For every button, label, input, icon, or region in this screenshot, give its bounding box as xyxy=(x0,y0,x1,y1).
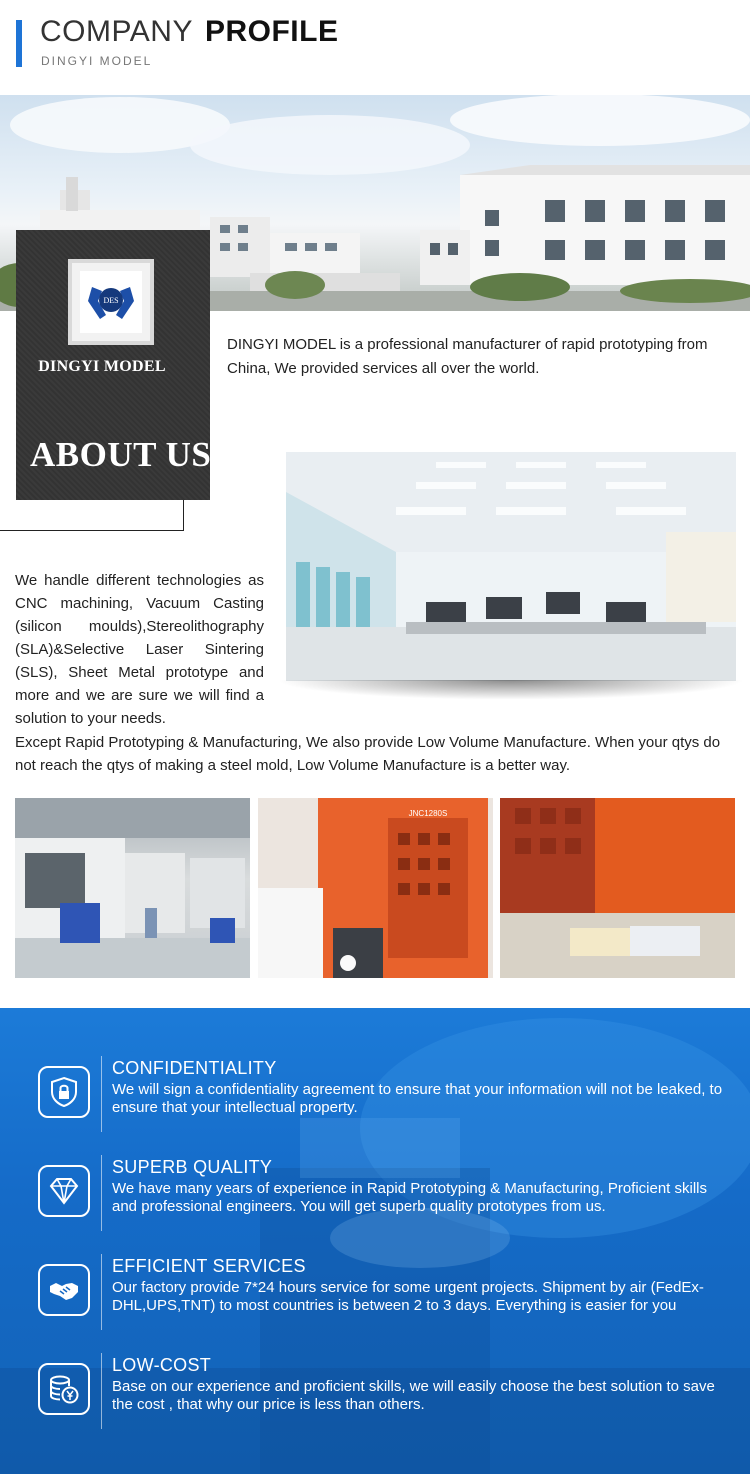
section-header xyxy=(0,0,750,95)
office-photo xyxy=(286,452,736,681)
feature-text: Base on our experience and proficient skills, we will easily choose the best solution to save the cost , that why our price is less than others. xyxy=(112,1378,715,1413)
logo-icon xyxy=(80,271,142,333)
page-title-light: COMPANY xyxy=(40,15,193,48)
features-section xyxy=(0,1008,750,1474)
cnc-machines-illustration xyxy=(15,798,250,978)
intro-paragraph: DINGYI MODEL is a professional manufacturer of rapid prototyping from China, We provided services all over the world. xyxy=(227,336,708,377)
feature-title: CONFIDENTIALITY xyxy=(112,1058,277,1078)
feature-text: Our factory provide 7*24 hours service for some urgent projects. Shipment by air (FedEx-DHL,UPS,TNT) to most countries is between 2 to 3 days. Everything is easier for you xyxy=(112,1279,704,1314)
machine-label: JNC1280S xyxy=(408,809,448,818)
logo-mark xyxy=(80,271,142,333)
cnc-machines-photo xyxy=(15,798,250,978)
office-illustration xyxy=(286,452,736,681)
page-title-bold: PROFILE xyxy=(204,15,339,48)
company-logo xyxy=(68,259,154,345)
low-volume-paragraph: Except Rapid Prototyping & Manufacturing, We also provide Low Volume Manufacture. When your qtys do not reach the qtys of making a steel mold, Low Volume Manufacture is a better way. xyxy=(15,734,721,774)
lock-shield-icon xyxy=(38,1066,90,1118)
feature-title: EFFICIENT SERVICES xyxy=(112,1256,306,1276)
feature-superb-quality xyxy=(0,1157,750,1253)
handshake-icon xyxy=(38,1264,90,1316)
cnc-closeup-illustration xyxy=(258,798,493,978)
feature-divider xyxy=(101,1353,102,1429)
page-title xyxy=(40,14,338,50)
coins-yen-icon xyxy=(38,1363,90,1415)
about-brand-name: DINGYI MODEL xyxy=(38,358,166,375)
feature-confidentiality xyxy=(0,1058,750,1154)
feature-title: LOW-COST xyxy=(112,1355,212,1375)
about-panel xyxy=(16,230,210,500)
office-photo-shadow xyxy=(276,680,746,700)
feature-divider xyxy=(101,1254,102,1330)
feature-title: SUPERB QUALITY xyxy=(112,1157,273,1177)
feature-low-cost xyxy=(0,1355,750,1451)
machining-bed-illustration xyxy=(500,798,735,978)
header-accent-bar xyxy=(16,20,22,67)
diamond-icon xyxy=(38,1165,90,1217)
about-heading: ABOUT US xyxy=(30,435,212,474)
feature-text: We have many years of experience in Rapid Prototyping & Manufacturing, Proficient skills and professional engineers. You will get superb quality prototypes from us. xyxy=(112,1180,708,1215)
cnc-machine-closeup-photo xyxy=(258,798,493,978)
feature-text: We will sign a confidentiality agreement to ensure that your information will not be leaked, to ensure that your intellectual property. xyxy=(112,1081,723,1116)
machining-bed-photo xyxy=(500,798,735,978)
feature-divider xyxy=(101,1155,102,1231)
page-subtitle: DINGYI MODEL xyxy=(41,54,153,68)
technologies-paragraph: We handle different technologies as CNC machining, Vacuum Casting (silicon moulds),Stereolithography (SLA)&Selective Laser Sintering (SLS), Sheet Metal prototype and more and we are sure we will find a solution to your needs. xyxy=(15,572,264,727)
feature-efficient-services xyxy=(0,1256,750,1352)
logo-text: DES xyxy=(103,296,119,305)
feature-divider xyxy=(101,1056,102,1132)
